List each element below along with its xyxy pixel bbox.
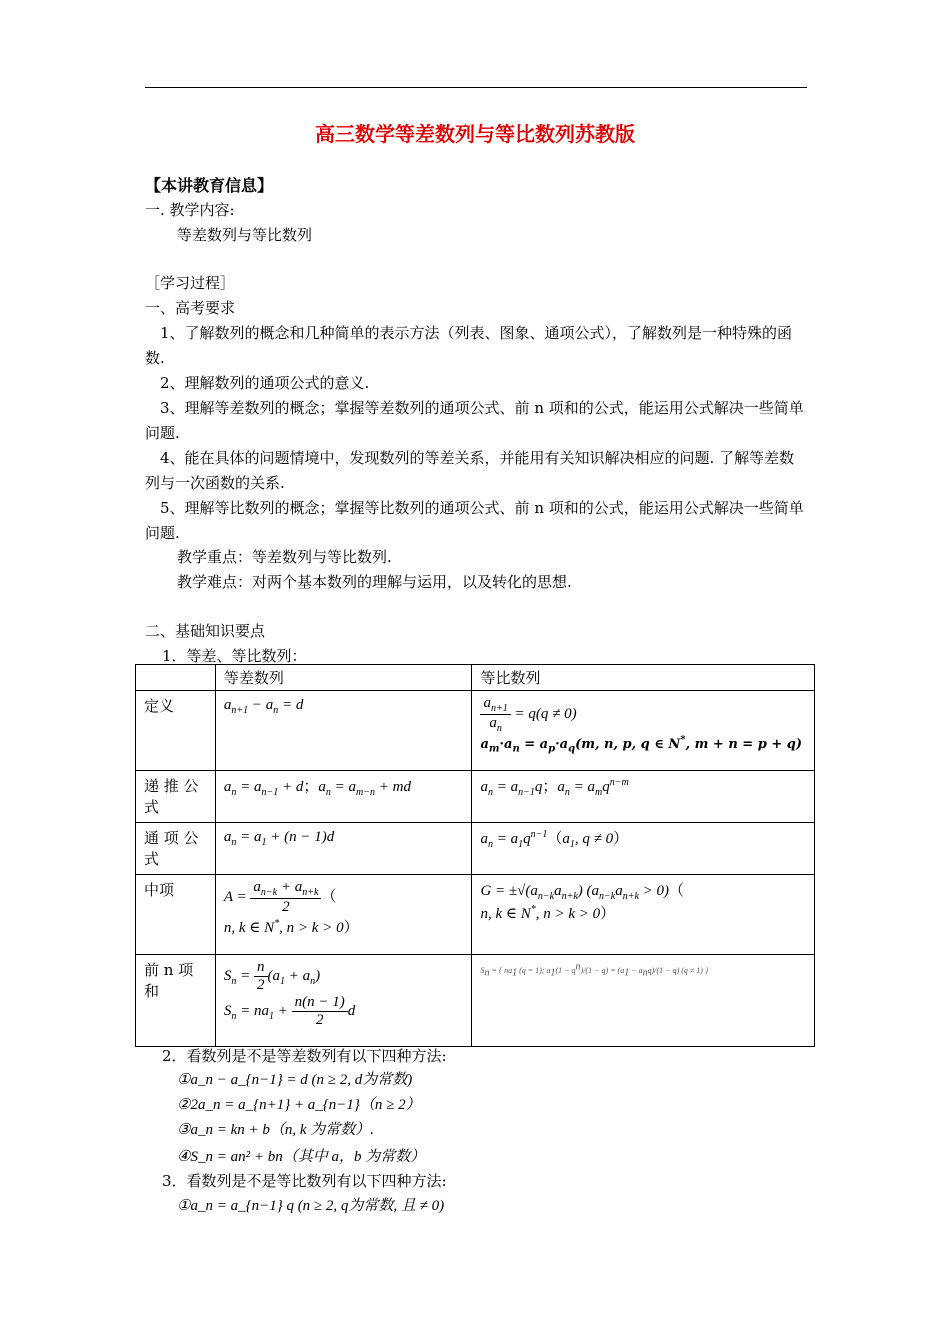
geometric-test-heading: 3．看数列是不是等比数列有以下四种方法:	[162, 1172, 447, 1190]
basics-heading: 二、基础知识要点	[145, 622, 266, 640]
table-corner-cell	[136, 665, 216, 691]
arithmetic-test-4: ④S_n = an² + bn（其中 a，b 为常数）	[177, 1149, 426, 1165]
geometric-test-1: ①a_n = a_{n−1} q (n ≥ 2, q为常数, 且 ≠ 0)	[177, 1198, 445, 1214]
row-label-middle-term: 中项	[136, 875, 216, 955]
requirement-5: 5、理解等比数列的概念；掌握等比数列的通项公式、前 n 项和的公式，能运用公式解决一些简单问题.	[145, 499, 804, 542]
row-label-partial-sum: 前 n 项和	[136, 955, 216, 1047]
geometric-general-formula: $a_n = a_1q^{n-1}(a_1$, q ≠ 0）	[472, 823, 815, 875]
arithmetic-test-heading: 2．看数列是不是等差数列有以下四种方法:	[162, 1047, 447, 1065]
arithmetic-test-3: ③a_n = kn + b（n, k 为常数）.	[177, 1122, 375, 1138]
top-rule	[145, 87, 807, 88]
row-label-recurrence: 递 推 公 式	[136, 771, 216, 823]
requirement-1: 1、了解数列的概念和几种简单的表示方法（列表、图象、通项公式），了解数列是一种特殊的函数.	[145, 324, 793, 367]
arithmetic-sum-formula: $S_n$ = $\frac{n}{2}$ $(a_1 + a_n)$ $S_n = na_1$ + $\frac{n(n - 1)}{2}$ d	[215, 955, 472, 1047]
arithmetic-test-1: ①a_n − a_{n−1} = d (n ≥ 2, d为常数)	[177, 1072, 413, 1088]
requirements-heading: 一、高考要求	[145, 299, 236, 317]
geometric-middle-formula: $G = \pm√(a_{n-k}a_{n+k}) (a_{n-k}a_{n+k} > 0)$（ n, k ∈ N*, n > k > 0）	[472, 875, 815, 955]
document-title: 高三数学等差数列与等比数列苏教版	[315, 122, 635, 146]
section-header: 【本讲教育信息】	[145, 176, 274, 195]
geometric-sum-formula: $S_n$ = { $na_1$ (q = 1); $a_1(1 - q^n)/(1 - q) = (a_1 - a_nq)/(1 - q) (q \ne 1)$ }	[472, 955, 815, 1047]
teaching-key-point: 教学重点：等差数列与等比数列.	[177, 548, 392, 566]
requirement-2: 2、理解数列的通项公式的意义.	[160, 374, 370, 392]
sequence-comparison-table	[135, 664, 815, 1047]
geometric-recurrence-formula: $a_n = a_{n-1}q$；$a_n = a_mq^{n-m}$	[472, 771, 815, 823]
content-text: 等差数列与等比数列	[177, 226, 313, 244]
arithmetic-middle-formula: A = $\frac{a_{n-k} + a_{n+k}}{2}$ （ n, k ∈ N*, n > k > 0）	[215, 875, 472, 955]
requirement-3: 3、理解等差数列的概念；掌握等差数列的通项公式、前 n 项和的公式，能运用公式解决一些简单问题.	[145, 399, 804, 442]
arithmetic-test-2: ②2a_n = a_{n+1} + a_{n−1}（n ≥ 2）	[177, 1097, 421, 1113]
geometric-definition-formula: $\frac{a_{n+1}}{a_n}$ = q(q ≠ 0) $a_m\cdot a_n = a_p\cdot a_q(m$, n, p, q ∈ N*, m + n = p + q)	[472, 691, 815, 771]
column-header-arithmetic: 等差数列	[215, 665, 472, 691]
row-label-general-term: 通 项 公 式	[136, 823, 216, 875]
process-header: ［学习过程］	[145, 274, 236, 292]
table-caption: 1．等差、等比数列：	[162, 647, 307, 665]
teaching-difficulty: 教学难点：对两个基本数列的理解与运用，以及转化的思想.	[177, 573, 572, 591]
arithmetic-definition-formula: $a_{n+1} - a_n = d$	[215, 691, 472, 771]
arithmetic-general-formula: $a_n = a_1 + (n - 1)d$	[215, 823, 472, 875]
row-label-definition: 定义	[136, 691, 216, 771]
requirement-4: 4、能在具体的问题情境中，发现数列的等差关系，并能用有关知识解决相应的问题. 了解等差数列与一次函数的关系.	[145, 449, 795, 492]
content-heading: 一. 教学内容:	[145, 201, 235, 219]
arithmetic-recurrence-formula: $a_n = a_{n-1} + d$；$a_n = a_{m-n}$ + md	[215, 771, 472, 823]
column-header-geometric: 等比数列	[472, 665, 815, 691]
